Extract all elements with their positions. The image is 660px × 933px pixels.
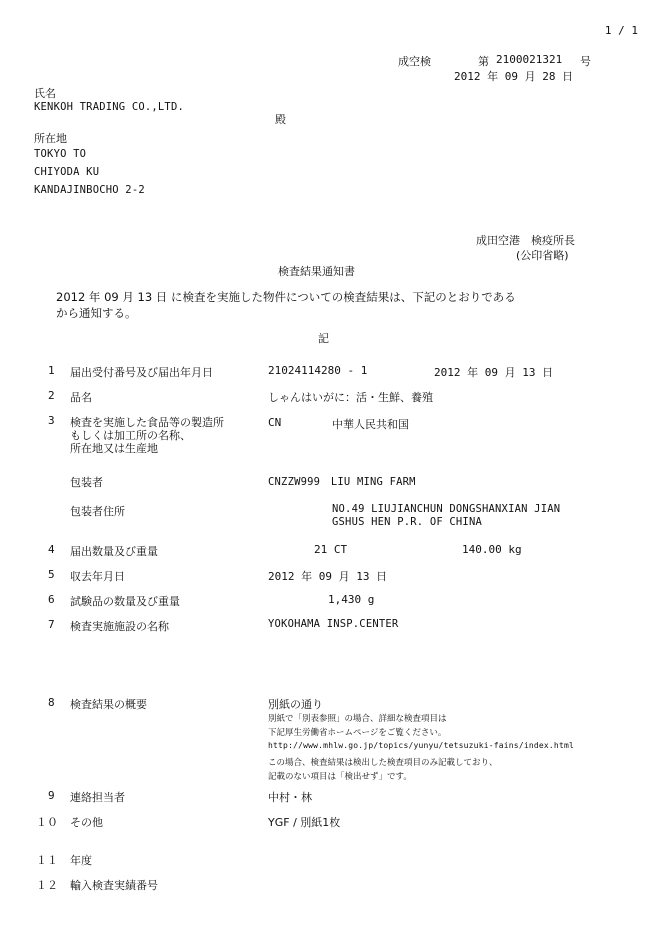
item-number: 3 bbox=[48, 414, 55, 427]
item-number: １１ bbox=[36, 854, 58, 867]
result-note: 記載のない項目は「検出せず」です。 bbox=[268, 772, 412, 782]
item-value: CN bbox=[268, 416, 282, 429]
result-note: この場合、検査結果は検出した検査項目のみ記載しており、 bbox=[268, 758, 498, 768]
item-number: 8 bbox=[48, 696, 55, 709]
recipient-name: KENKOH TRADING CO.,LTD. bbox=[34, 101, 184, 113]
item-value: 別紙の通り bbox=[268, 698, 323, 711]
issue-date: 2012 年 09 月 28 日 bbox=[454, 70, 574, 83]
item-value: YOKOHAMA INSP.CENTER bbox=[268, 618, 399, 630]
intro-line: 2012 年 09 月 13 日 に検査を実施した物件についての検査結果は、下記のとおりである bbox=[56, 290, 516, 304]
item-value-country: 中華人民共和国 bbox=[332, 418, 409, 431]
address-label: 所在地 bbox=[34, 132, 67, 145]
item-value-weight: 140.00 kg bbox=[462, 543, 522, 556]
packer-address-label: 包装者住所 bbox=[70, 505, 125, 518]
item-value: 2012 年 09 月 13 日 bbox=[268, 570, 388, 583]
item-value: 21024114280 - 1 bbox=[268, 364, 368, 377]
packer-value: CNZZW999 LIU MING FARM bbox=[268, 476, 416, 488]
doc-no-suffix: 号 bbox=[580, 55, 591, 68]
address-line: TOKYO TO bbox=[34, 148, 87, 160]
item-value: YGF / 別紙1枚 bbox=[268, 816, 341, 829]
item-label: 収去年月日 bbox=[70, 570, 125, 583]
item-number: 2 bbox=[48, 389, 55, 402]
item-value: 中村・林 bbox=[268, 791, 312, 804]
result-note-url: http://www.mhlw.go.jp/topics/yunyu/tetsuzuki-fains/index.html bbox=[268, 741, 575, 750]
item-value-quantity: 21 CT bbox=[314, 543, 348, 556]
item-number: 4 bbox=[48, 543, 55, 556]
item-value: しゃんはいがに：活・生鮮、養殖 bbox=[268, 391, 433, 404]
item-label: 輸入検査実績番号 bbox=[70, 879, 158, 892]
result-note: 別紙で「別表参照」の場合、詳細な検査項目は bbox=[268, 714, 447, 724]
item-label: その他 bbox=[70, 816, 103, 829]
packer-address-line: GSHUS HEN P.R. OF CHINA bbox=[332, 516, 482, 528]
item-value-date: 2012 年 09 月 13 日 bbox=[434, 366, 554, 379]
item-label: もしくは加工所の名称、 bbox=[70, 429, 191, 442]
document-title: 検査結果通知書 bbox=[278, 265, 355, 278]
name-label: 氏名 bbox=[34, 87, 56, 100]
item-label: 所在地又は生産地 bbox=[70, 442, 158, 455]
item-label: 試験品の数量及び重量 bbox=[70, 595, 180, 608]
item-label: 年度 bbox=[70, 854, 92, 867]
item-number: １０ bbox=[36, 816, 58, 829]
item-number: 1 bbox=[48, 364, 55, 377]
address-line: CHIYODA KU bbox=[34, 166, 100, 178]
item-label: 検査結果の概要 bbox=[70, 698, 147, 711]
item-number: 7 bbox=[48, 618, 55, 631]
item-number: １２ bbox=[36, 879, 58, 892]
item-label: 品名 bbox=[70, 391, 92, 404]
doc-no-prefix: 第 bbox=[478, 55, 489, 68]
item-number: 5 bbox=[48, 568, 55, 581]
page-number: 1 / 1 bbox=[604, 24, 638, 37]
item-label: 検査を実施した食品等の製造所 bbox=[70, 416, 224, 429]
honorific: 殿 bbox=[275, 113, 286, 126]
item-number: 9 bbox=[48, 789, 55, 802]
ki-mark: 記 bbox=[318, 332, 329, 345]
item-label: 検査実施施設の名称 bbox=[70, 620, 169, 633]
address-line: KANDAJINBOCHO 2-2 bbox=[34, 184, 145, 196]
item-label: 連絡担当者 bbox=[70, 791, 125, 804]
item-label: 届出数量及び重量 bbox=[70, 545, 158, 558]
issuer-office: 成田空港 検疫所長 bbox=[476, 234, 575, 247]
intro-line: から通知する。 bbox=[56, 306, 137, 320]
seal-note: (公印省略) bbox=[516, 249, 569, 262]
packer-label: 包装者 bbox=[70, 476, 103, 489]
item-label: 届出受付番号及び届出年月日 bbox=[70, 366, 213, 379]
doc-prefix: 成空検 bbox=[398, 55, 431, 68]
result-note: 下記厚生労働省ホームページをご覧ください。 bbox=[268, 728, 447, 738]
item-number: 6 bbox=[48, 593, 55, 606]
item-value: 1,430 g bbox=[328, 593, 375, 606]
packer-address-line: NO.49 LIUJIANCHUN DONGSHANXIAN JIAN bbox=[332, 503, 561, 515]
doc-number: 2100021321 bbox=[496, 53, 563, 66]
